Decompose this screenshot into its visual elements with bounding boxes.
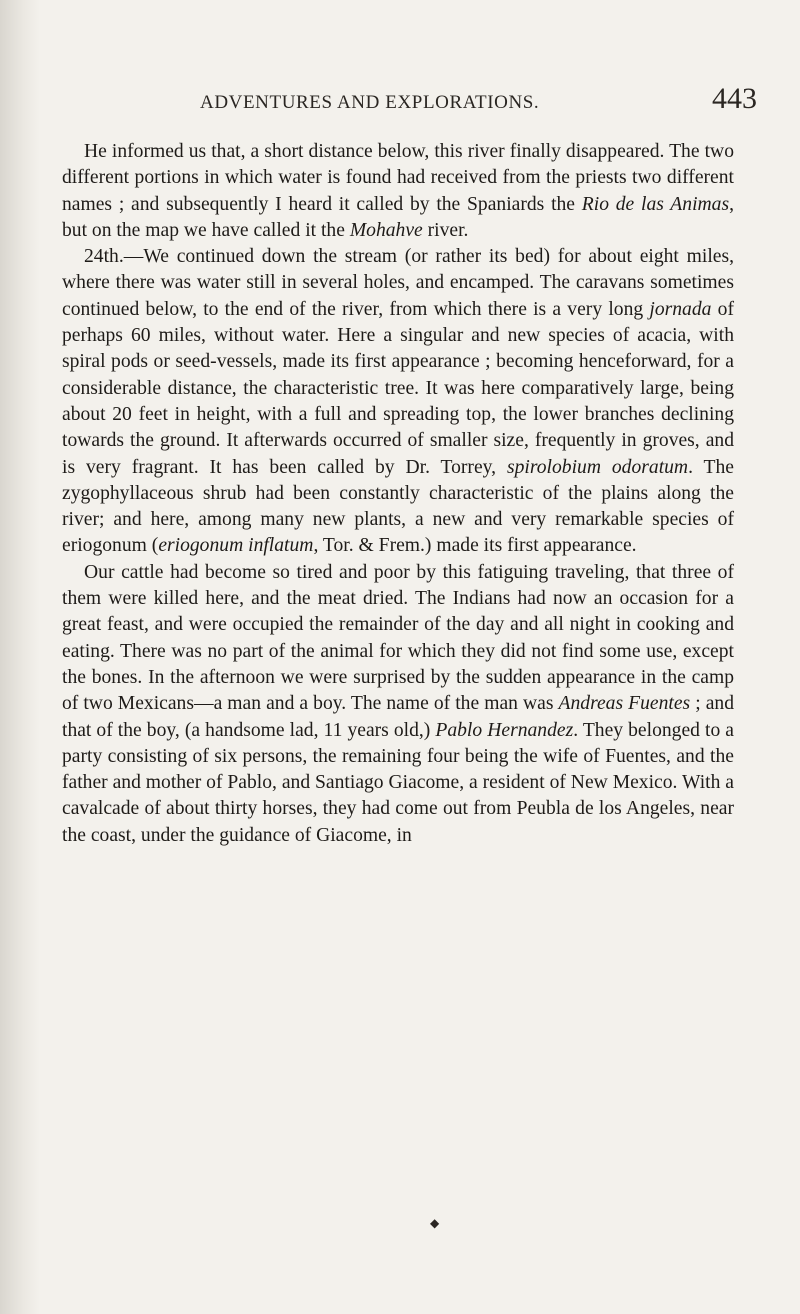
paragraph bbox=[62, 560, 734, 849]
body-text bbox=[62, 139, 734, 849]
text-run: of perhaps 60 miles, without water. Here a singular and new species of acacia, with spiral pods or seed-vessels, made its first appearance ; becoming henceforward, for a considerable distance, the characteristic tree. It was here comparatively large, being about 20 feet in height, with a full and spreading top, the lower branches declining towards the ground. It afterwards occurred of smaller size, frequently in groves, and is very fragrant. It has been called by Dr. Torrey, bbox=[62, 298, 734, 478]
paragraph bbox=[62, 244, 734, 560]
page-header bbox=[0, 82, 800, 122]
text-run: ; and that of the boy, (a handsome lad, 11 years old,) bbox=[62, 693, 734, 741]
running-title: ADVENTURES AND EXPLORATIONS. bbox=[200, 92, 540, 113]
text-run: 24th.—We continued down the stream (or rather its bed) for about eight miles, where there was water still in several holes, and encamped. The caravans sometimes continued below, to the end of the river, from which there is a very long bbox=[62, 246, 734, 320]
italic-run: eriogonum inflatum bbox=[158, 535, 314, 557]
italic-run: spirolobium odoratum bbox=[506, 456, 689, 478]
italic-run: Mohahve bbox=[349, 219, 423, 241]
text-run: He informed us that, a short distance below, this river finally disappeared. The two different portions in which water is found had received from the priests two different names ; and subsequently I heard it called by the Spaniards the bbox=[62, 141, 734, 215]
italic-run: Andreas Fuentes bbox=[558, 693, 691, 715]
text-run: . They belonged to a party consisting of six persons, the remaining four being the wife of Fuentes, and the father and mother of Pablo, and Santiago Giacome, a resident of New Mexico. With a cavalcade of about thirty horses, they had come out from Peubla de los Angeles, near the coast, under the guidance of Giacome, in bbox=[62, 719, 734, 846]
text-run: , Tor. & Frem.) made its first appearance. bbox=[313, 535, 637, 557]
italic-run: Pablo Hernandez bbox=[435, 719, 574, 741]
paragraph bbox=[62, 139, 734, 244]
italic-run: Rio de las Animas bbox=[581, 193, 730, 215]
text-run: . The zygophyllaceous shrub had been constantly characteristic of the plains along the river; and here, among many new plants, a new and very remarkable species of eriogonum ( bbox=[62, 456, 735, 557]
page-number: 443 bbox=[712, 82, 757, 115]
text-run: Our cattle had become so tired and poor by this fatiguing traveling, that three of them were killed here, and the meat dried. The Indians had now an occasion for a great feast, and were occupied the remainder of the day and all night in cooking and eating. There was no part of the animal for which they did not find some use, except the bones. In the afternoon we were surprised by the sudden appearance in the camp of two Mexicans—a man and a boy. The name of the man was bbox=[62, 561, 734, 715]
text-run: , but on the map we have called it the bbox=[62, 193, 734, 241]
spine-shadow bbox=[0, 0, 40, 1314]
text-run: river. bbox=[422, 219, 469, 241]
italic-run: jornada bbox=[649, 298, 712, 320]
signature-mark: ◆ bbox=[430, 1216, 440, 1230]
